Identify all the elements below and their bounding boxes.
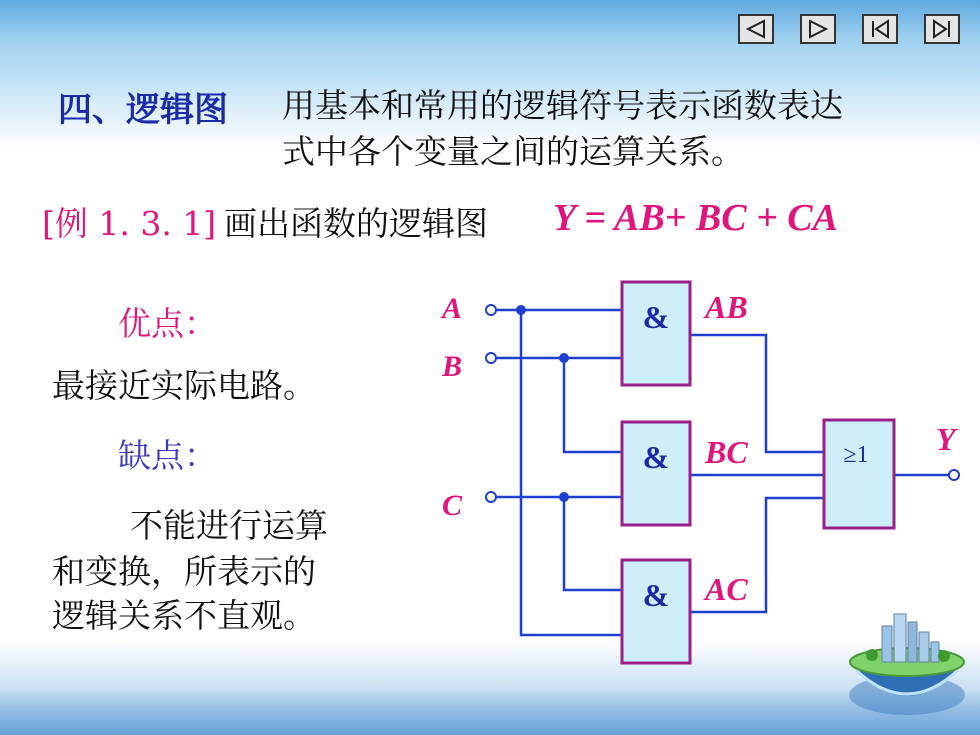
cons-text-line1: 不能进行运算 (130, 506, 328, 545)
footer-band (0, 690, 980, 735)
terminal-y (949, 470, 959, 480)
and-gate-1-symbol: & (642, 299, 670, 335)
wire-b-to-gate2 (564, 358, 622, 452)
or-gate-symbol: ≥1 (843, 442, 869, 468)
and-gate-3-symbol: & (642, 577, 670, 613)
pros-heading: 优点： (118, 304, 217, 343)
input-label-c: C (442, 489, 463, 522)
output-label-y: Y (936, 421, 956, 457)
wire-c-to-gate3 (564, 497, 622, 590)
example-label: [例 1. 3. 1] (42, 204, 217, 243)
input-label-b: B (442, 350, 463, 383)
cons-text-line2: 和变换，所表示的 (52, 552, 316, 591)
junction-dot (559, 353, 569, 363)
city-globe-icon (842, 600, 972, 720)
cons-text-line3: 逻辑关系不直观。 (52, 596, 316, 635)
gate-output-label-bc: BC (705, 434, 748, 470)
cons-heading: 缺点： (118, 436, 217, 475)
junction-dot (516, 305, 526, 315)
gate-output-label-ac: AC (705, 571, 748, 607)
gate-output-label-ab: AB (705, 289, 748, 325)
input-label-a: A (442, 292, 463, 325)
section-title: 四、逻辑图 (58, 90, 228, 130)
example-text: 画出函数的逻辑图 (224, 204, 488, 243)
terminal-b (486, 353, 496, 363)
pros-text: 最接近实际电路。 (52, 366, 316, 405)
example-formula: Y = AB+ BC + CA (553, 197, 838, 239)
section-description-line2: 式中各个变量之间的运算关系。 (282, 132, 744, 171)
or-gate (824, 420, 894, 528)
terminal-a (486, 305, 496, 315)
and-gate-2-symbol: & (642, 439, 670, 475)
terminal-c (486, 492, 496, 502)
junction-dot (559, 492, 569, 502)
section-description-line1: 用基本和常用的逻辑符号表示函数表达 (282, 86, 843, 125)
